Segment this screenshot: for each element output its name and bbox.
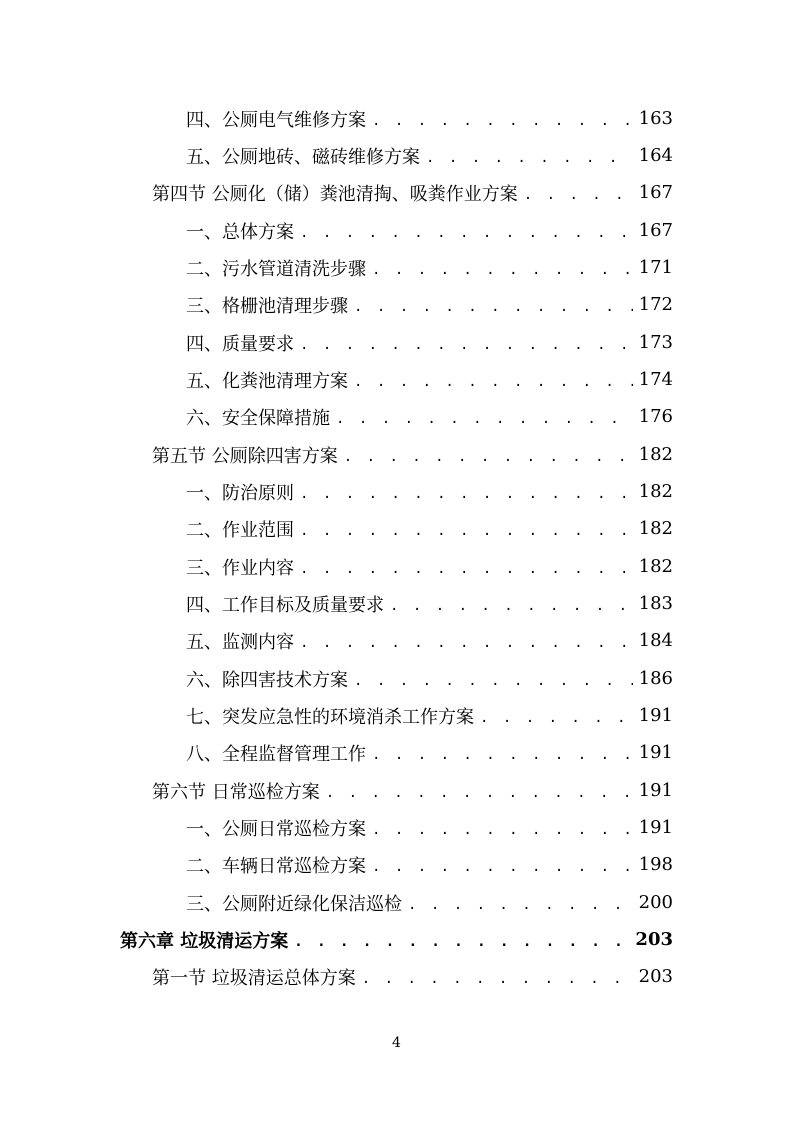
toc-dot-leader — [524, 187, 633, 203]
toc-dot-leader — [372, 859, 633, 875]
toc-entry-page: 200 — [638, 892, 673, 913]
toc-entry-title: 四、质量要求 — [186, 333, 294, 355]
toc-entry[interactable] — [186, 286, 673, 323]
toc-entry[interactable] — [186, 137, 673, 174]
toc-entry-chapter[interactable] — [120, 921, 673, 958]
toc-entry-title: 七、突发应急性的环境消杀工作方案 — [186, 706, 474, 728]
toc-entry[interactable] — [186, 884, 673, 921]
toc-entry-title: 一、总体方案 — [186, 221, 294, 243]
toc-dot-leader — [372, 822, 633, 838]
toc-entry-title: 二、作业范围 — [186, 519, 294, 541]
toc-dot-leader — [372, 113, 633, 129]
toc-entry[interactable] — [152, 772, 673, 809]
toc-entry[interactable] — [186, 361, 673, 398]
toc-dot-leader — [300, 561, 633, 577]
toc-entry-title: 一、防治原则 — [186, 482, 294, 504]
toc-dot-leader — [300, 225, 633, 241]
toc-entry-title: 三、作业内容 — [186, 557, 294, 579]
toc-entry-title: 二、污水管道清洗步骤 — [186, 258, 366, 280]
toc-entry[interactable] — [186, 212, 673, 249]
toc-entry-title: 第五节 公厕除四害方案 — [152, 445, 338, 467]
toc-entry-page: 184 — [638, 630, 673, 651]
toc-entry-page: 171 — [638, 257, 673, 278]
toc-entry-title: 五、公厕地砖、磁砖维修方案 — [186, 146, 420, 168]
toc-entry-page: 176 — [638, 406, 673, 427]
toc-entry-page: 182 — [638, 556, 673, 577]
toc-entry-page: 203 — [635, 929, 673, 950]
toc-entry-page: 173 — [638, 332, 673, 353]
toc-entry-title: 六、除四害技术方案 — [186, 669, 348, 691]
toc-dot-leader — [336, 411, 633, 427]
toc-entry-page: 191 — [638, 742, 673, 763]
toc-entry-title: 第六节 日常巡检方案 — [152, 781, 320, 803]
toc-entry[interactable] — [152, 436, 673, 473]
toc-entry-page: 164 — [638, 145, 673, 166]
toc-entry-page: 203 — [638, 966, 673, 987]
toc-dot-leader — [344, 449, 633, 465]
toc-dot-leader — [372, 747, 633, 763]
toc-entry-title: 四、公厕电气维修方案 — [186, 109, 366, 131]
toc-dot-leader — [326, 785, 633, 801]
toc-entry[interactable] — [186, 660, 673, 697]
toc-entry-title: 第一节 垃圾清运总体方案 — [152, 967, 356, 989]
toc-entry-title: 六、安全保障措施 — [186, 407, 330, 429]
toc-entry-title: 五、监测内容 — [186, 631, 294, 653]
toc-entry-page: 191 — [638, 780, 673, 801]
toc-entry[interactable] — [186, 697, 673, 734]
toc-dot-leader — [300, 635, 633, 651]
toc-entry-title: 五、化粪池清理方案 — [186, 370, 348, 392]
toc-dot-leader — [354, 374, 633, 390]
toc-entry[interactable] — [186, 249, 673, 286]
toc-entry-title: 三、公厕附近绿化保洁巡检 — [186, 893, 402, 915]
toc-entry-page: 186 — [638, 668, 673, 689]
toc-entry[interactable] — [186, 548, 673, 585]
toc-entry[interactable] — [186, 809, 673, 846]
toc-dot-leader — [354, 299, 633, 315]
toc-dot-leader — [300, 337, 633, 353]
toc-entry[interactable] — [186, 100, 673, 137]
toc-entry[interactable] — [152, 958, 673, 995]
toc-entry[interactable] — [186, 734, 673, 771]
toc-entry-page: 163 — [638, 108, 673, 129]
toc-dot-leader — [294, 934, 629, 950]
toc-dot-leader — [426, 150, 633, 166]
toc-entry[interactable] — [186, 622, 673, 659]
toc-entry-page: 167 — [638, 220, 673, 241]
toc-dot-leader — [408, 897, 633, 913]
page-number: 4 — [392, 1035, 401, 1051]
toc-entry-page: 182 — [638, 444, 673, 465]
toc-entry[interactable] — [186, 585, 673, 622]
toc-entry-title: 四、工作目标及质量要求 — [186, 594, 384, 616]
toc-entry[interactable] — [186, 398, 673, 435]
toc-entry-title: 第六章 垃圾清运方案 — [120, 930, 289, 952]
toc-dot-leader — [300, 486, 633, 502]
toc-dot-leader — [362, 971, 633, 987]
toc-entry[interactable] — [152, 174, 673, 211]
toc-entry-page: 191 — [638, 817, 673, 838]
toc-entry-page: 172 — [638, 294, 673, 315]
toc-dot-leader — [372, 262, 633, 278]
toc-entry[interactable] — [186, 473, 673, 510]
toc-dot-leader — [480, 710, 633, 726]
toc-entry-page: 191 — [638, 705, 673, 726]
toc-entry[interactable] — [186, 510, 673, 547]
toc-dot-leader — [354, 673, 633, 689]
toc-entry-title: 八、全程监督管理工作 — [186, 743, 366, 765]
toc-entry[interactable] — [186, 324, 673, 361]
toc-entry-page: 167 — [638, 182, 673, 203]
toc-entry-page: 198 — [638, 854, 673, 875]
toc-entry-page: 182 — [638, 518, 673, 539]
toc-entry-title: 第四节 公厕化（储）粪池清掏、吸粪作业方案 — [152, 183, 518, 205]
toc-entry-page: 182 — [638, 481, 673, 502]
toc-entry[interactable] — [186, 846, 673, 883]
toc-dot-leader — [390, 598, 633, 614]
toc-dot-leader — [300, 523, 633, 539]
toc-entry-title: 一、公厕日常巡检方案 — [186, 818, 366, 840]
toc-entry-title: 三、格栅池清理步骤 — [186, 295, 348, 317]
toc-entry-title: 二、车辆日常巡检方案 — [186, 855, 366, 877]
toc-entry-page: 183 — [638, 593, 673, 614]
toc-entry-page: 174 — [638, 369, 673, 390]
